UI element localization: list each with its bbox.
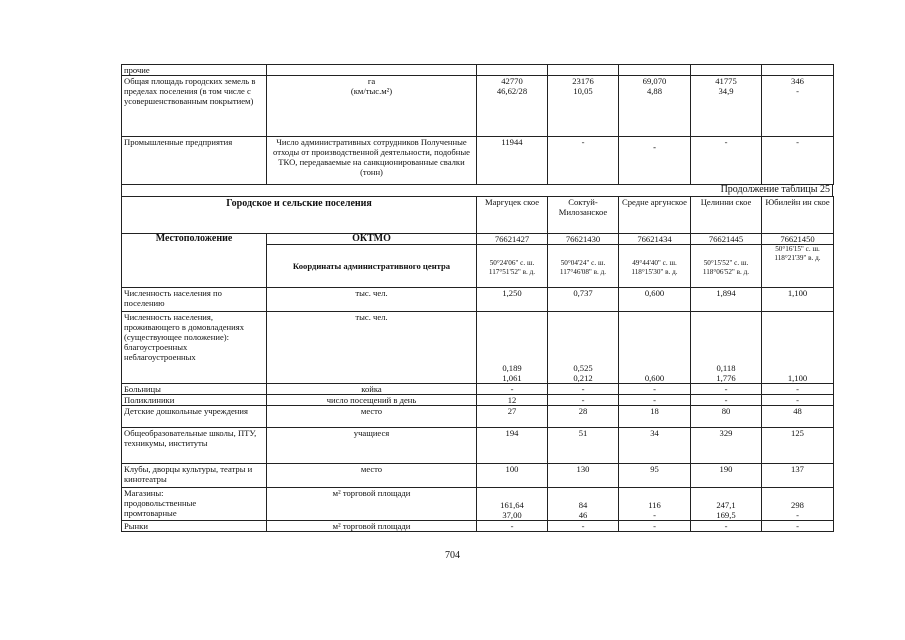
- value-cell: -: [548, 395, 619, 406]
- value-cell: 116 -: [619, 488, 691, 521]
- unit-cell: койка: [267, 384, 477, 395]
- table-row: [122, 428, 834, 464]
- row-label: Больницы: [122, 384, 267, 395]
- value-cell: -: [619, 137, 691, 185]
- value-cell: 190: [691, 464, 762, 488]
- table-row: [122, 395, 834, 406]
- location-label: Местоположение: [122, 234, 267, 288]
- value-cell: -: [762, 137, 834, 185]
- value-cell: -: [619, 395, 691, 406]
- header-title: Городское и сельские поселения: [122, 197, 477, 234]
- page-number: 704: [445, 550, 460, 561]
- value-cell: 18: [619, 406, 691, 428]
- value-cell: -: [619, 521, 691, 532]
- value-cell: -: [762, 395, 834, 406]
- value-cell: 1,100: [762, 288, 834, 312]
- table-row: [122, 312, 834, 384]
- row-label: Численность населения по поселению: [122, 288, 267, 312]
- row-label: Детские дошкольные учреждения: [122, 406, 267, 428]
- unit-cell: учащиеся: [267, 428, 477, 464]
- settlement-name: Юбилейн ин ское: [762, 197, 834, 234]
- value-cell: 1,250: [477, 288, 548, 312]
- value-cell: 0,600: [619, 288, 691, 312]
- value-cell: 161,64 37,00: [477, 488, 548, 521]
- oktmo-value: 76621450: [762, 234, 834, 245]
- value-cell: 27: [477, 406, 548, 428]
- value-cell: 1,100: [762, 312, 834, 384]
- value-cell: 0,189 1,061: [477, 312, 548, 384]
- table-row: [122, 76, 834, 137]
- row-label: Клубы, дворцы культуры, театры и кинотеатры: [122, 464, 267, 488]
- value-cell: 41775 34,9: [691, 76, 762, 137]
- top-table: [121, 64, 834, 185]
- value-cell: 298 -: [762, 488, 834, 521]
- row-label: Магазины: продовольственные промтоварные: [122, 488, 267, 521]
- table-row: [122, 65, 834, 76]
- value-cell: -: [762, 521, 834, 532]
- value-cell: -: [691, 521, 762, 532]
- table-row: [122, 521, 834, 532]
- value-cell: 125: [762, 428, 834, 464]
- value-cell: 12: [477, 395, 548, 406]
- table-row: [122, 384, 834, 395]
- value-cell: 0,525 0,212: [548, 312, 619, 384]
- value-cell: 95: [619, 464, 691, 488]
- value-cell: 100: [477, 464, 548, 488]
- value-cell: -: [477, 521, 548, 532]
- value-cell: 0,600: [619, 312, 691, 384]
- value-cell: 84 46: [548, 488, 619, 521]
- value-cell: 80: [691, 406, 762, 428]
- header-row: [122, 197, 834, 234]
- value-cell: 247,1 169,5: [691, 488, 762, 521]
- table-row: [122, 234, 834, 245]
- value-cell: 34: [619, 428, 691, 464]
- settlement-name: Средне аргунское: [619, 197, 691, 234]
- coords-value: 50°24'06" с. ш. 117°51'52" в. д.: [477, 245, 548, 288]
- value-cell: 42770 46,62/28: [477, 76, 548, 137]
- unit-cell: место: [267, 464, 477, 488]
- value-cell: 0,118 1,776: [691, 312, 762, 384]
- row-label: прочие: [122, 65, 267, 76]
- value-cell: 11944: [477, 137, 548, 185]
- oktmo-label: ОКТМО: [267, 234, 477, 245]
- row-label: Общеобразовательные школы, ПТУ, техникумы, институты: [122, 428, 267, 464]
- value-cell: -: [548, 137, 619, 185]
- value-cell: 69,070 4,88: [619, 76, 691, 137]
- value-cell: -: [548, 521, 619, 532]
- table-row: [122, 406, 834, 428]
- value-cell: 137: [762, 464, 834, 488]
- table-row: [122, 464, 834, 488]
- value-cell: -: [762, 384, 834, 395]
- oktmo-value: 76621427: [477, 234, 548, 245]
- table-row: [122, 137, 834, 185]
- table-row: [122, 488, 834, 521]
- settlement-name: Целинни ское: [691, 197, 762, 234]
- oktmo-value: 76621445: [691, 234, 762, 245]
- value-cell: 0,737: [548, 288, 619, 312]
- value-cell: 23176 10,05: [548, 76, 619, 137]
- value-cell: 346 -: [762, 76, 834, 137]
- value-cell: -: [691, 384, 762, 395]
- coords-value: 49°44'40" с. ш. 118°15'30" в. д.: [619, 245, 691, 288]
- unit-cell: м² торговой площади: [267, 521, 477, 532]
- row-label: Численность населения, проживающего в домовладениях (существующее положение): благоустроенных неблагоустроенных: [122, 312, 267, 384]
- value-cell: 1,894: [691, 288, 762, 312]
- value-cell: -: [691, 137, 762, 185]
- unit-cell: Число административных сотрудников Полученные отходы от производственной деятельности, подобные ТКО, передаваемые на санкционированные свалки (тонн): [267, 137, 477, 185]
- unit-cell: тыс. чел.: [267, 312, 477, 384]
- value-cell: 194: [477, 428, 548, 464]
- value-cell: -: [691, 395, 762, 406]
- coords-value: 50°16'15" с. ш. 118°21'39" в. д.: [762, 245, 834, 288]
- row-label: Общая площадь городских земель в пределах поселения (в том числе с усовершенствованным покрытием): [122, 76, 267, 137]
- value-cell: 48: [762, 406, 834, 428]
- settlement-name: Маргуцек ское: [477, 197, 548, 234]
- value-cell: 28: [548, 406, 619, 428]
- value-cell: 329: [691, 428, 762, 464]
- table-row: [122, 288, 834, 312]
- unit-cell: га (км/тыс.м²): [267, 76, 477, 137]
- value-cell: -: [619, 384, 691, 395]
- value-cell: 51: [548, 428, 619, 464]
- settlement-name: Соктуй-Милозанское: [548, 197, 619, 234]
- unit-cell: тыс. чел.: [267, 288, 477, 312]
- row-label: Рынки: [122, 521, 267, 532]
- value-cell: -: [477, 384, 548, 395]
- main-table: [121, 196, 834, 532]
- continuation-caption: Продолжение таблицы 25: [121, 184, 833, 196]
- coords-value: 50°15'52" с. ш. 118°06'52" в. д.: [691, 245, 762, 288]
- oktmo-value: 76621430: [548, 234, 619, 245]
- oktmo-value: 76621434: [619, 234, 691, 245]
- value-cell: 130: [548, 464, 619, 488]
- unit-cell: м² торговой площади: [267, 488, 477, 521]
- unit-cell: число посещений в день: [267, 395, 477, 406]
- unit-cell: место: [267, 406, 477, 428]
- row-label: Промышленные предприятия: [122, 137, 267, 185]
- coords-label: Координаты административного центра: [267, 245, 477, 288]
- coords-value: 50°04'24" с. ш. 117°46'08" в. д.: [548, 245, 619, 288]
- value-cell: -: [548, 384, 619, 395]
- row-label: Поликлиники: [122, 395, 267, 406]
